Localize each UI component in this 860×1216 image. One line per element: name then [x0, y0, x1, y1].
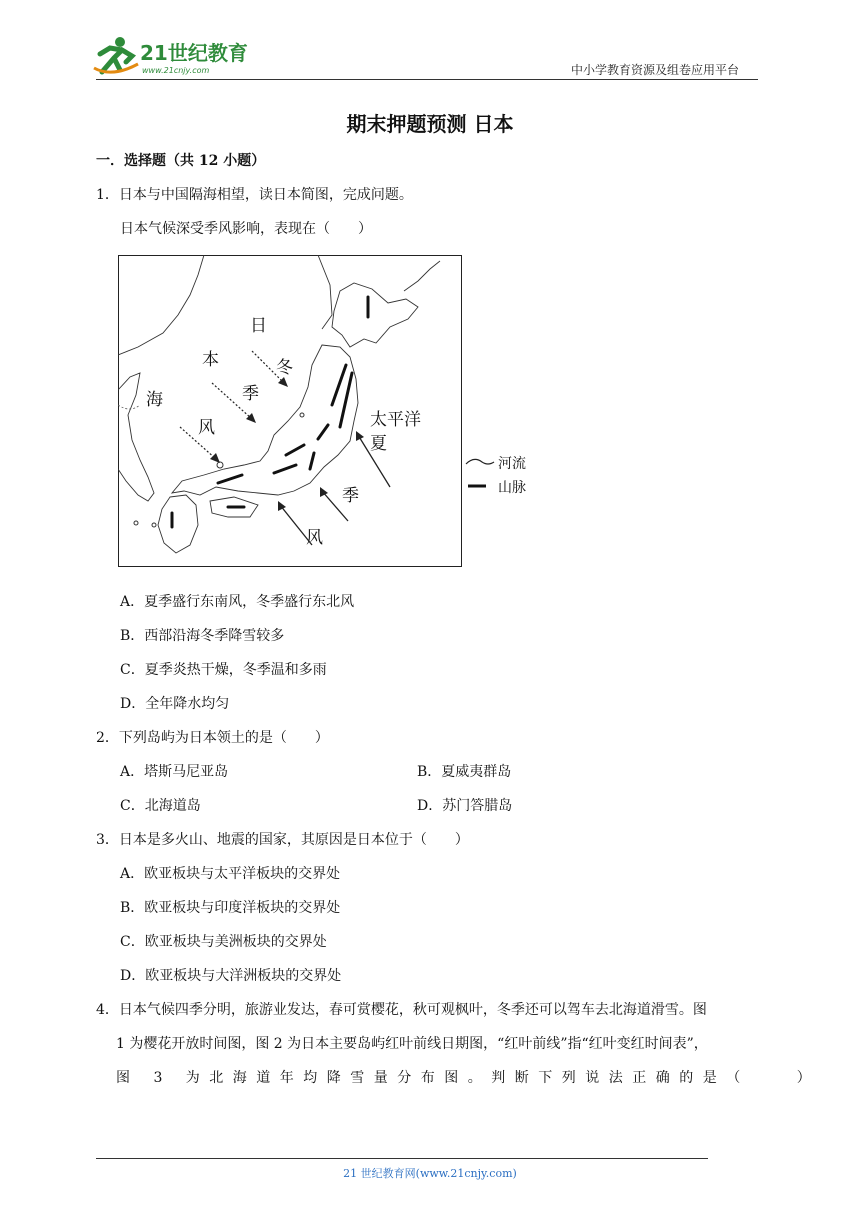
map-label-ji1: 季	[242, 384, 259, 404]
q1-option-b[interactable]: B．西部沿海冬季降雪较多	[120, 628, 285, 644]
footer-text: 21 世纪教育网(www.21cnjy.com)	[343, 1167, 517, 1180]
legend-mountain-label: 山脉	[498, 480, 526, 496]
q3-option-a[interactable]: A．欧亚板块与太平洋板块的交界处	[120, 866, 341, 882]
map-label-feng1: 风	[198, 418, 215, 438]
q2-option-c[interactable]: C．北海道岛	[120, 798, 201, 814]
svg-text:21世纪教育: 21世纪教育	[140, 41, 248, 65]
page-title: 期末押题预测 日本	[346, 112, 514, 136]
q2-option-d[interactable]: D．苏门答腊岛	[417, 798, 513, 814]
q1-option-d[interactable]: D．全年降水均匀	[120, 696, 230, 712]
map-legend	[464, 450, 544, 500]
footer-divider	[96, 1158, 708, 1159]
japan-map	[118, 255, 462, 567]
runner-icon	[94, 37, 138, 72]
q4-line-2: 1 为樱花开放时间图，图 2 为日本主要岛屿红叶前线日期图，“红叶前线”指“红叶变红时间表”，	[116, 1036, 708, 1052]
header-divider	[96, 79, 758, 80]
q4-line-3: 图 3 为北海道年均降雪量分布图。判断下列说法正确的是（ ）	[116, 1070, 821, 1086]
q4-line-1: 4．日本气候四季分明，旅游业发达，春可赏樱花，秋可观枫叶，冬季还可以驾车去北海道滑雪。图	[96, 1002, 707, 1018]
q1-stem: 1．日本与中国隔海相望，读日本简图，完成问题。	[96, 187, 413, 203]
q1-option-a[interactable]: A．夏季盛行东南风，冬季盛行东北风	[120, 594, 355, 610]
q4-stem	[96, 993, 821, 1095]
q1-sub-question: 日本气候深受季风影响，表现在（ ）	[120, 221, 372, 237]
q2-option-a[interactable]: A．塔斯马尼亚岛	[120, 764, 229, 780]
map-label-feng2: 风	[306, 528, 323, 548]
map-label-pacific: 太平洋	[370, 410, 421, 430]
q3-option-b[interactable]: B．欧亚板块与印度洋板块的交界处	[120, 900, 341, 916]
q2-stem: 2．下列岛屿为日本领土的是（ ）	[96, 730, 329, 746]
q3-stem: 3．日本是多火山、地震的国家，其原因是日本位于（ ）	[96, 832, 469, 848]
site-logo	[92, 34, 262, 78]
section-heading: 一．选择题（共 12 小题）	[96, 153, 266, 169]
q3-option-d[interactable]: D．欧亚板块与大洋洲板块的交界处	[120, 968, 342, 984]
header-platform-text: 中小学教育资源及组卷应用平台	[571, 63, 740, 77]
q3-option-c[interactable]: C．欧亚板块与美洲板块的交界处	[120, 934, 327, 950]
q1-option-c[interactable]: C．夏季炎热干燥，冬季温和多雨	[120, 662, 327, 678]
map-label-hai: 海	[146, 390, 163, 410]
svg-text:www.21cnjy.com: www.21cnjy.com	[142, 66, 210, 75]
map-label-ben: 本	[202, 350, 219, 370]
map-label-ri: 日	[250, 316, 267, 336]
river-legend-icon	[466, 459, 494, 464]
map-label-dong: 冬	[276, 358, 293, 378]
map-label-xia: 夏	[370, 434, 387, 454]
map-label-ji2: 季	[342, 486, 359, 506]
q2-option-b[interactable]: B．夏威夷群岛	[417, 764, 512, 780]
legend-river-label: 河流	[498, 456, 526, 472]
